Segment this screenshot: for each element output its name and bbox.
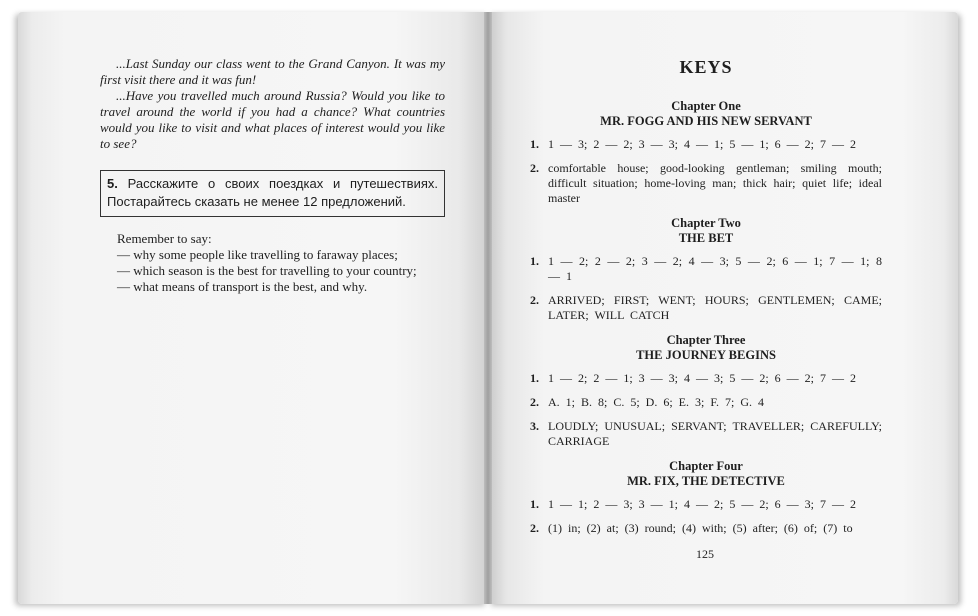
left-page-content [100, 56, 445, 295]
chapter-name: MR. FIX, THE DETECTIVE [627, 474, 785, 488]
remember-item-1: — why some people like travelling to faraway places; [117, 247, 398, 262]
answer-row [530, 521, 882, 536]
chapter-name: THE BET [678, 231, 734, 245]
chapter-three [530, 333, 882, 449]
task-box [100, 170, 445, 217]
answer-number: 3. [530, 419, 539, 433]
answer-number: 1. [530, 137, 539, 151]
answer-row [530, 254, 882, 284]
chapter-heading [530, 333, 882, 363]
chapter-label: Chapter Three [666, 333, 746, 347]
chapter-heading [530, 216, 882, 246]
answer-number: 1. [530, 254, 539, 268]
chapter-label: Chapter Two [671, 216, 741, 230]
page-number: 125 [696, 547, 714, 561]
book-spine [484, 12, 492, 604]
remember-intro: Remember to say: [117, 231, 212, 246]
answer-row [530, 293, 882, 323]
remember-list [100, 231, 445, 295]
task-number: 5. [107, 176, 118, 191]
answer-text: 1 — 2; 2 — 2; 3 — 2; 4 — 3; 5 — 2; 6 — 1; 7 — 1; 8 — 1 [548, 254, 882, 283]
example-text [100, 56, 445, 152]
chapter-name: THE JOURNEY BEGINS [636, 348, 776, 362]
chapter-four [530, 459, 882, 536]
chapter-two [530, 216, 882, 323]
answer-row [530, 371, 882, 386]
answer-number: 1. [530, 497, 539, 511]
answer-text: 1 — 2; 2 — 1; 3 — 3; 4 — 3; 5 — 2; 6 — 2; 7 — 2 [548, 371, 857, 385]
chapter-heading [530, 459, 882, 489]
answer-text: (1) in; (2) at; (3) round; (4) with; (5) after; (6) of; (7) to [548, 521, 853, 535]
chapter-one [530, 99, 882, 206]
example-paragraph-1: ...Last Sunday our class went to the Grand Canyon. It was my first visit there and it was fun! [100, 56, 445, 87]
chapter-heading [530, 99, 882, 129]
chapter-name: MR. FOGG AND HIS NEW SERVANT [600, 114, 812, 128]
answer-number: 1. [530, 371, 539, 385]
answer-text: ARRIVED; FIRST; WENT; HOURS; GENTLEMEN; CAME; LATER; WILL CATCH [548, 293, 882, 322]
answer-number: 2. [530, 293, 539, 307]
example-paragraph-2: ...Have you travelled much around Russia? Would you like to travel around the world if you had a chance? What countries would you like to visit and what places of interest would you like to see? [100, 88, 445, 151]
answer-row [530, 137, 882, 152]
answer-text: A. 1; B. 8; C. 5; D. 6; E. 3; F. 7; G. 4 [548, 395, 765, 409]
answer-row [530, 419, 882, 449]
answer-number: 2. [530, 521, 539, 535]
right-page-content [530, 57, 882, 546]
keys-title: KEYS [679, 57, 733, 77]
remember-item-3: — what means of transport is the best, and why. [117, 279, 368, 294]
answer-row [530, 395, 882, 410]
task-text: Расскажите о своих поездках и путешествиях. Постарайтесь сказать не менее 12 предложений. [107, 176, 438, 209]
chapter-label: Chapter One [671, 99, 741, 113]
answer-number: 2. [530, 395, 539, 409]
answer-row [530, 497, 882, 512]
answer-text: 1 — 1; 2 — 3; 3 — 1; 4 — 2; 5 — 2; 6 — 3; 7 — 2 [548, 497, 857, 511]
chapter-label: Chapter Four [669, 459, 743, 473]
answer-text: LOUDLY; UNUSUAL; SERVANT; TRAVELLER; CAREFULLY; CARRIAGE [548, 419, 882, 448]
answer-row [530, 161, 882, 206]
answer-text: comfortable house; good-looking gentleman; smiling mouth; difficult situation; home-loving man; thick hair; quiet life; ideal master [548, 161, 882, 205]
answer-number: 2. [530, 161, 539, 175]
remember-item-2: — which season is the best for travelling to your country; [117, 263, 417, 278]
answer-text: 1 — 3; 2 — 2; 3 — 3; 4 — 1; 5 — 1; 6 — 2; 7 — 2 [548, 137, 857, 151]
